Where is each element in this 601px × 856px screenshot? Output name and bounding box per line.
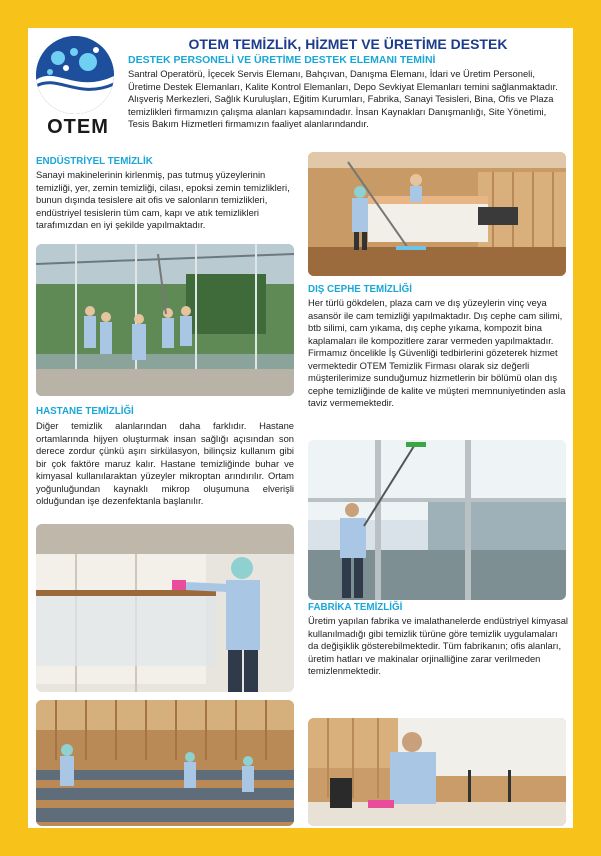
- factory-text: Üretim yapılan fabrika ve imalathanelerde endüstriyel kimyasal kullanılmadığı gibi temizlik türüne göre temizlik uygulamaları da değişiklik gösterebilmektedir. Tüm fabrikanın; ofis alanları, üretim hatları ve makinalar orjinalliğine zarar verilmeden temizlenmektedir.: [308, 615, 569, 676]
- glass-wall-cleaning-photo: [36, 244, 294, 396]
- desk-cleaning-photo: [308, 718, 566, 826]
- window-cleaning-photo: [308, 440, 566, 600]
- hospital-heading: HASTANE TEMİZLİĞİ: [36, 406, 134, 417]
- page-subtitle: DESTEK PERSONELİ VE ÜRETİME DESTEK ELEMANI TEMİNİ: [128, 54, 436, 66]
- industrial-heading: ENDÜSTRİYEL TEMİZLİK: [36, 156, 153, 167]
- otem-logo-icon: [36, 36, 114, 114]
- auditorium-cleaning-photo: [36, 700, 294, 826]
- office-cleaning-photo: [308, 152, 566, 276]
- hospital-railing-cleaning-photo: [36, 524, 294, 692]
- logo-text: OTEM: [47, 116, 109, 138]
- brochure-page: [28, 28, 573, 828]
- page-title: OTEM TEMİZLİK, HİZMET VE ÜRETİME DESTEK: [188, 36, 508, 52]
- industrial-text: Sanayi makinelerinin kirlenmiş, pas tutmuş yüzeylerinin temizliği, yer, zemin temizliği, cilası, epoksi zemin temizlikleri, bunun dışında tesislere ait ofis ve salonların temizlikleri, endüstriyel tesislerin tüm cam, kapı ve atık temizlikleri tarafımızdan en iyi şekilde yapılmaktadır.: [36, 169, 290, 230]
- intro-paragraph: Santral Operatörü, İçecek Servis Elemanı, Bahçıvan, Danışma Elemanı, İdari ve Üretim Personeli, Üretime Destek Elemanları, Kalite Kontrol Elemanları, Depo Sevkiyat Elemanları temini sağlanmaktadır. Alışveriş Merkezleri, Sağlık Kuruluşları, Eğitim Kurumları, Fabrika, Sanayi Tesisleri, Bina, Ofis ve Plaza temizlikleri firmamızın çalışma alanları kapsamındadır. İnsan Kaynakları Danışmanlığı, Site Yönetimi, Tesis Bakım Hizmetleri firmamızın faaliyet alanlarındandır.: [128, 68, 558, 129]
- facade-text: Her türlü gökdelen, plaza cam ve dış yüzeylerin vinç veya asansör ile cam temizliği yapılmaktadır. Dış cephe cam silimi, btb silimi, cam yıkama, dış cephe yıkama, kompozit bina kaplamaları ile kompozitlere zarar vermeden yapılmaktadır. Firmamız öncelikle İş Güvenliği tedbirlerini gözeterek hizmet vermektedir OTEM Temizlik Firması olarak siz değerli müşterilerimize sunduğumuz hizmetlerin bir bölümü olan dış cephe temizliğinde de kalite ve müşteri memnuniyetinden asla taviz vermemektedir.: [308, 297, 566, 408]
- facade-heading: DIŞ CEPHE TEMİZLİĞİ: [308, 284, 412, 295]
- factory-heading: FABRİKA TEMİZLİĞİ: [308, 602, 403, 613]
- hospital-text: Diğer temizlik alanlarından daha farklıdır. Hastane ortamlarında hijyen oluşturmak insan sağlığı açısından son derece zordur çünkü aşırı sirkülasyon, bilinçsiz kullanım gibi bir çok faktöre maruz kalır. Hastane temizliğinde buhar ve kimyasal kullanılaraktan yüzeyler mikroptan arındırılır. Ortam yoğunluğundan kaynaklı mikrop oluşumuna elverişli olduğundan işe dezenfektanla başlanılır.: [36, 420, 294, 506]
